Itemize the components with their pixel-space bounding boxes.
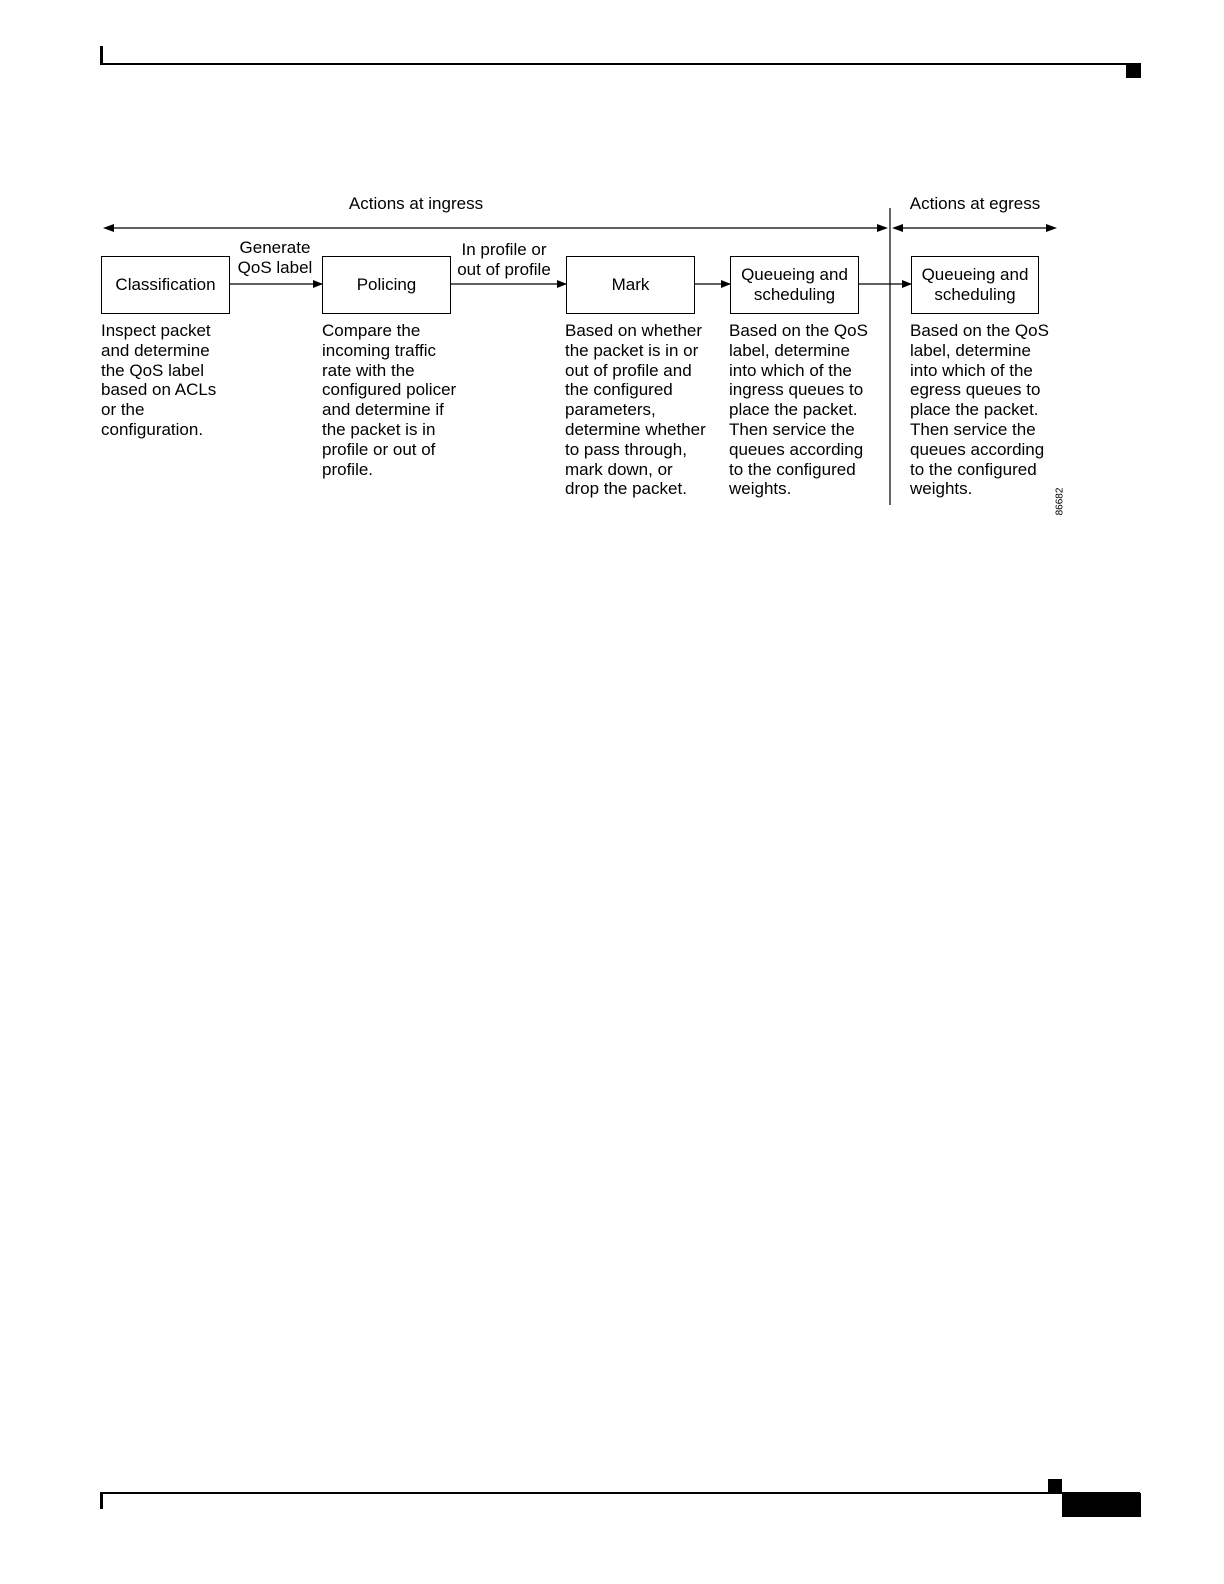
policing-description: Compare the incoming traffic rate with the configured policer and determine if the packet is in profile or out of profile. [322,321,457,479]
egress-phase-label: Actions at egress [909,194,1041,213]
classification-description: Inspect packet and determine the QoS label based on ACLs or the configuration. [101,321,217,439]
ingress-phase-label: Actions at ingress [348,194,484,213]
egress-queueing-description: Based on the QoS label, determine into which of the egress queues to place the packet. Then service the queues according to the configured weights. [910,321,1049,499]
in-profile-label: In profile or out of profile [457,240,551,279]
ingress-queueing-box: Queueing and scheduling [730,256,859,314]
footer-rule [100,1492,1140,1494]
footer-page-tab [1062,1493,1141,1517]
ingress-queueing-description: Based on the QoS label, determine into which of the ingress queues to place the packet. Then service the queues according to the configured weights. [729,321,868,499]
mark-box: Mark [566,256,695,314]
footer-small-block [1048,1479,1062,1492]
egress-queueing-box: Queueing and scheduling [911,256,1039,314]
classification-box: Classification [101,256,230,314]
policing-box: Policing [322,256,451,314]
figure-id: 86682 [1054,487,1066,516]
qos-flow-diagram [0,0,1224,600]
mark-description: Based on whether the packet is in or out of profile and the configured parameters, determine whether to pass through, mark down, or drop the packet. [565,321,706,499]
generate-qos-label: Generate QoS label [237,238,313,277]
footer-left-tick [100,1493,103,1509]
